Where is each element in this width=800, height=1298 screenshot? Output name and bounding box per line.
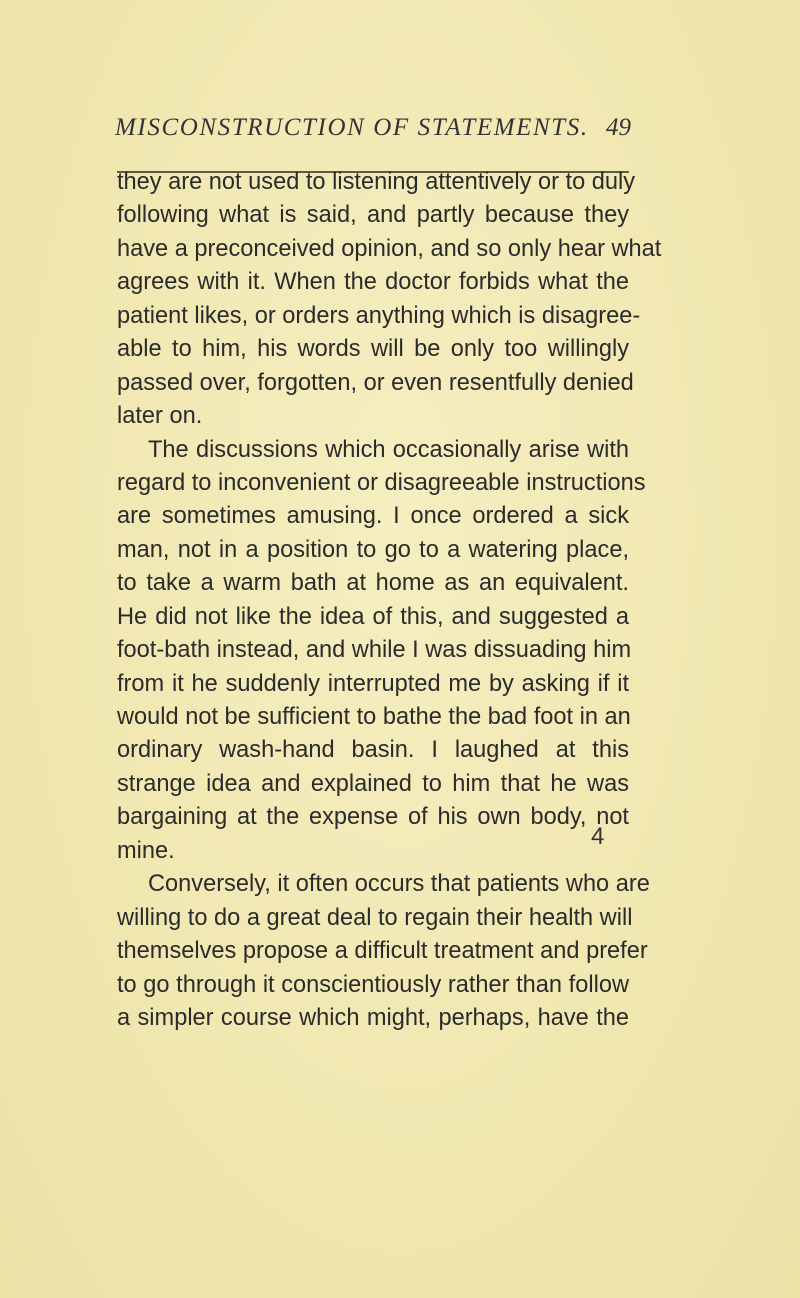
page-number: 49 [606,114,631,141]
text-line: a simpler course which might, perhaps, have the [117,1004,629,1031]
text-line: later on. [117,403,203,430]
text-line: have a preconceived opinion, and so only hear what [117,235,662,262]
text-line: He did not like the idea of this, and suggested a [117,603,629,630]
text-line: regard to inconvenient or disagreeable instructions [117,469,646,496]
text-line: willing to do a great deal to regain their health will [117,904,633,931]
text-line: to go through it conscientiously rather than follow [117,971,629,998]
signature-mark: 4 [591,823,605,850]
text-line: man, not in a position to go to a watering place, [117,536,629,563]
text-line: bargaining at the expense of his own body, not [117,804,629,831]
running-title: MISCONSTRUCTION OF STATEMENTS. [115,114,589,141]
text-line: foot-bath instead, and while I was dissuading him [117,637,632,664]
text-line: themselves propose a difficult treatment and prefer [117,938,648,965]
text-line: able to him, his words will be only too willingly [117,336,629,363]
text-line: are sometimes amusing. I once ordered a sick [117,503,629,530]
text-line: following what is said, and partly because they [117,202,629,229]
text-line: from it he suddenly interrupted me by asking if it [117,670,629,697]
text-line: The discussions which occasionally arise with [148,436,629,463]
body-text [117,166,662,1035]
text-line: they are not used to listening attentively or to duly [117,169,636,195]
text-line: mine. [117,837,175,864]
text-line: would not be sufficient to bathe the bad foot in an [117,704,631,730]
text-line: strange idea and explained to him that he was [117,770,629,797]
text-line: ordinary wash-hand basin. I laughed at this [117,737,629,764]
text-line: to take a warm bath at home as an equivalent. [117,570,629,597]
text-line: Conversely, it often occurs that patients who are [148,871,650,898]
text-line: passed over, forgotten, or even resentfully denied [117,369,634,396]
text-line: patient likes, or orders anything which is disagree- [117,302,641,329]
running-head [0,114,800,154]
text-line: agrees with it. When the doctor forbids what the [117,269,629,296]
